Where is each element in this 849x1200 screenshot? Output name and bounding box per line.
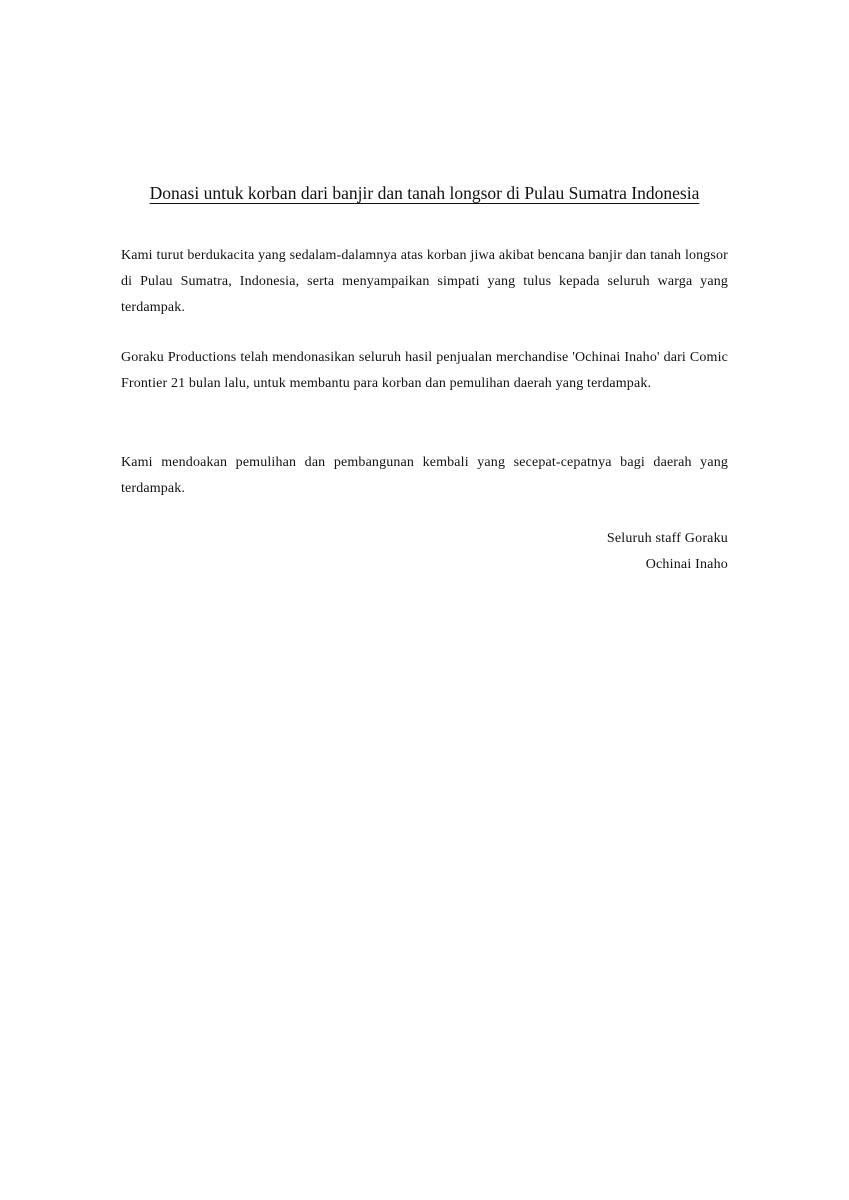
document-title-text: Donasi untuk korban dari banjir dan tanah longsor di Pulau Sumatra Indonesia [149,183,700,203]
paragraph-prayer: Kami mendoakan pemulihan dan pembangunan kembali yang secepat-cepatnya bagi daerah yang terdampak. [121,455,728,496]
paragraph-condolence: Kami turut berdukacita yang sedalam-dalamnya atas korban jiwa akibat bencana banjir dan tanah longsor di Pulau Sumatra, Indonesia, serta menyampaikan simpati yang tulus kepada seluruh warga yang terdampak. [121,248,728,315]
signature-staff: Seluruh staff Goraku [606,531,728,546]
signature-block [607,526,728,578]
document-title [0,181,849,205]
signature-name: Ochinai Inaho [645,557,728,572]
paragraph-donation: Goraku Productions telah mendonasikan seluruh hasil penjualan merchandise 'Ochinai Inaho' dari Comic Frontier 21 bulan lalu, untuk membantu para korban dan pemulihan daerah yang terdampak. [121,350,728,391]
